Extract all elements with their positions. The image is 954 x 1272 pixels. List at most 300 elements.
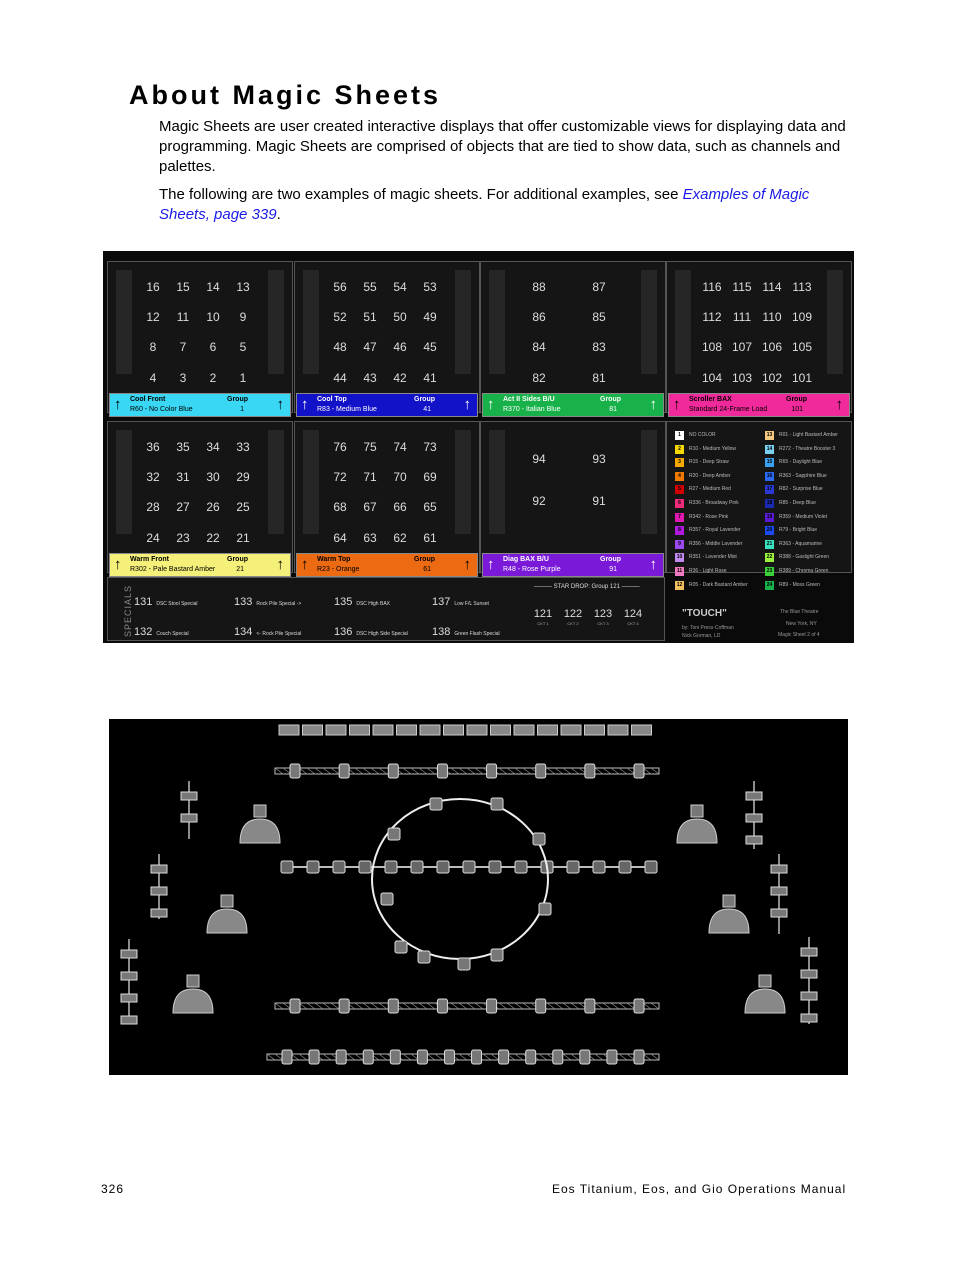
channel-number[interactable]: 15: [176, 280, 190, 294]
color-swatch: 6: [675, 499, 684, 508]
color-palette-item[interactable]: [765, 431, 838, 440]
channel-number[interactable]: 32: [146, 470, 160, 484]
channel-number[interactable]: 104: [701, 371, 723, 385]
shape-block: [641, 270, 657, 374]
color-palette-item[interactable]: [765, 540, 822, 549]
dimmer-box: [397, 725, 417, 735]
color-label: R342 - Rose Pink: [689, 513, 729, 520]
channel-number[interactable]: 12: [146, 310, 160, 324]
fixture-icon: [339, 999, 349, 1013]
quadrant-1: [107, 261, 293, 413]
channel-number[interactable]: 23: [176, 531, 190, 545]
channel-number[interactable]: 9: [239, 310, 247, 324]
channel-number[interactable]: 88: [532, 280, 546, 294]
color-swatch: 12: [676, 581, 683, 588]
channel-number[interactable]: 71: [363, 470, 377, 484]
color-swatch: 19: [766, 513, 773, 520]
dimmer-box: [608, 725, 628, 735]
truss-web: [547, 768, 555, 774]
channel-number[interactable]: 73: [423, 440, 437, 454]
channel-number[interactable]: 76: [333, 440, 347, 454]
channel-number[interactable]: 109: [791, 310, 813, 324]
star-drop-channel[interactable]: 121: [533, 608, 553, 620]
channel-number[interactable]: 111: [732, 310, 752, 324]
fixture-icon: [771, 909, 787, 917]
fixture-icon: [388, 828, 400, 840]
dimmer-box: [279, 725, 299, 735]
fixture-icon: [526, 1050, 536, 1064]
arrow-icon: ↑: [487, 396, 495, 413]
channel-number[interactable]: 30: [206, 470, 220, 484]
truss-web: [523, 768, 531, 774]
channel-number[interactable]: 21: [236, 531, 250, 545]
channel-number[interactable]: 5: [239, 340, 247, 354]
color-swatch: 8: [675, 526, 684, 535]
channel-number[interactable]: 112: [702, 310, 722, 324]
channel-number[interactable]: 87: [592, 280, 606, 294]
group-color: R370 - Italian Blue: [503, 406, 561, 413]
shape-block: [641, 430, 657, 534]
truss-web: [507, 1003, 515, 1009]
color-palette-item[interactable]: [765, 526, 817, 535]
channel-number[interactable]: 14: [206, 280, 220, 294]
intro-paragraph: Magic Sheets are user created interactive displays that offer customizable views for displaying data and programming. Magic Sheets are comprised of objects that are tied to show data, such as channels and palettes.: [159, 118, 846, 175]
dimmer-box: [514, 725, 534, 735]
truss-web: [355, 1003, 363, 1009]
fixture-icon: [634, 764, 644, 778]
truss-web: [611, 768, 619, 774]
truss-web: [299, 1054, 307, 1060]
color-label: R388 - Gaslight Green: [779, 554, 830, 561]
dimmer-box: [326, 725, 346, 735]
color-palette-item[interactable]: [765, 581, 820, 590]
fixture-icon: [515, 861, 527, 873]
channel-number[interactable]: 53: [423, 280, 437, 294]
special-item[interactable]: [234, 592, 301, 610]
truss-web: [515, 1054, 523, 1060]
color-palette-item[interactable]: [675, 472, 730, 481]
fixture-icon: [487, 764, 497, 778]
channel-number[interactable]: 26: [206, 500, 220, 514]
truss-web: [315, 768, 323, 774]
color-palette-item[interactable]: [675, 567, 727, 576]
color-palette-item[interactable]: [765, 445, 835, 454]
channel-number[interactable]: 61: [423, 531, 437, 545]
channel-number[interactable]: 72: [333, 470, 347, 484]
group-band[interactable]: [296, 553, 478, 577]
special-number: 138: [432, 626, 451, 638]
color-swatch: 7: [675, 513, 684, 522]
examples-paragraph: [159, 185, 859, 225]
channel-number[interactable]: 34: [206, 440, 220, 454]
page-heading: About Magic Sheets: [129, 80, 442, 110]
arrow-icon: ↑: [114, 396, 122, 413]
group-color: R48 - Rose Purple: [503, 566, 561, 573]
channel-number[interactable]: 64: [333, 531, 347, 545]
fixture-icon: [539, 903, 551, 915]
channel-number[interactable]: 50: [393, 310, 407, 324]
color-palette-item[interactable]: [675, 499, 739, 508]
color-palette-item[interactable]: [765, 485, 823, 494]
followspot-icon: [221, 895, 233, 907]
shape-block: [116, 430, 132, 534]
channel-number[interactable]: 42: [393, 371, 407, 385]
fixture-icon: [388, 764, 398, 778]
truss-web: [411, 1003, 419, 1009]
manual-title: Eos Titanium, Eos, and Gio Operations Manual: [552, 1182, 847, 1196]
channel-number[interactable]: 56: [333, 280, 347, 294]
magic-sheet-channels[interactable]: [103, 251, 854, 643]
channel-number[interactable]: 45: [423, 340, 437, 354]
color-palette-item[interactable]: [675, 513, 728, 522]
color-palette-item[interactable]: [765, 458, 822, 467]
channel-number[interactable]: 27: [176, 500, 190, 514]
truss-web: [379, 1003, 387, 1009]
fixture-icon: [499, 1050, 509, 1064]
channel-number[interactable]: 47: [363, 340, 377, 354]
fixture-icon: [418, 951, 430, 963]
channel-number[interactable]: 54: [393, 280, 407, 294]
channel-number[interactable]: 55: [363, 280, 377, 294]
channel-number[interactable]: 106: [761, 340, 783, 354]
special-item[interactable]: [334, 622, 408, 640]
truss-web: [491, 1054, 499, 1060]
color-label: R82 - Surprise Blue: [779, 486, 823, 493]
channel-number[interactable]: 41: [423, 371, 437, 385]
channel-number[interactable]: 44: [333, 371, 347, 385]
channel-number[interactable]: 85: [592, 310, 606, 324]
group-band[interactable]: [296, 393, 478, 417]
truss-web: [475, 1003, 483, 1009]
fixture-icon: [281, 861, 293, 873]
channel-number[interactable]: 115: [732, 280, 752, 294]
color-palette-item[interactable]: [765, 499, 816, 508]
truss-web: [595, 1054, 603, 1060]
truss-web: [275, 768, 283, 774]
arrow-icon: ↑: [673, 396, 681, 413]
followspot-icon: [254, 805, 266, 817]
group-band[interactable]: [482, 553, 664, 577]
channel-number[interactable]: 43: [363, 371, 377, 385]
group-name: Act II Sides B/U: [503, 396, 555, 403]
group-number: 61: [423, 566, 431, 573]
star-drop-circuit: CKT 1: [537, 621, 549, 626]
truss-web: [563, 1054, 571, 1060]
star-drop-title: ——— STAR DROP: Group 121 ———: [534, 584, 640, 590]
channel-number[interactable]: 110: [762, 310, 782, 324]
color-swatch: 3: [675, 458, 684, 467]
special-label: Rock Pile Special ->: [256, 601, 302, 607]
arrow-icon: ↑: [835, 396, 843, 413]
credit-text: The Blue Theatre: [780, 609, 819, 615]
channel-number[interactable]: 116: [702, 280, 722, 294]
channel-number[interactable]: 6: [209, 340, 217, 354]
star-drop-channel[interactable]: 123: [593, 608, 613, 620]
channel-number[interactable]: 91: [592, 494, 606, 508]
color-palette-item[interactable]: [675, 458, 729, 467]
fixture-icon: [151, 909, 167, 917]
channel-number[interactable]: 28: [146, 500, 160, 514]
fixture-icon: [121, 994, 137, 1002]
channel-number[interactable]: 25: [236, 500, 250, 514]
channel-number[interactable]: 29: [236, 470, 250, 484]
channel-number[interactable]: 48: [333, 340, 347, 354]
operator-icon: [709, 909, 749, 933]
color-label: R272 - Theatre Booster 3: [779, 445, 836, 452]
group-band[interactable]: [668, 393, 850, 417]
special-item[interactable]: [334, 592, 390, 610]
truss-web: [427, 1054, 435, 1060]
special-item[interactable]: [234, 622, 301, 640]
truss-web: [467, 768, 475, 774]
fixture-icon: [536, 999, 546, 1013]
star-drop-circuit: CKT 2: [567, 621, 579, 626]
special-item[interactable]: [432, 622, 500, 640]
channel-number[interactable]: 81: [592, 371, 606, 385]
examples-suffix: .: [276, 206, 281, 223]
color-swatch: 20: [766, 527, 773, 534]
channel-number[interactable]: 49: [423, 310, 437, 324]
color-palette-item[interactable]: [765, 513, 827, 522]
channel-number[interactable]: 83: [592, 340, 606, 354]
special-number: 134: [234, 626, 253, 638]
shape-block: [303, 270, 319, 374]
channel-number[interactable]: 102: [761, 371, 783, 385]
channel-number[interactable]: 68: [333, 500, 347, 514]
truss-web: [363, 1003, 371, 1009]
color-palette-item[interactable]: [675, 526, 740, 535]
fixture-icon: [395, 941, 407, 953]
channel-number[interactable]: 92: [532, 494, 546, 508]
color-label: R20 - Deep Amber: [689, 472, 731, 479]
channel-number[interactable]: 35: [176, 440, 190, 454]
channel-number[interactable]: 108: [701, 340, 723, 354]
channel-number[interactable]: 66: [393, 500, 407, 514]
channel-number[interactable]: 70: [393, 470, 407, 484]
group-band[interactable]: [109, 393, 291, 417]
group-band[interactable]: [109, 553, 291, 577]
channel-number[interactable]: 62: [393, 531, 407, 545]
group-color: R60 - No Color Blue: [130, 406, 193, 413]
channel-number[interactable]: 3: [179, 371, 187, 385]
special-item[interactable]: [134, 622, 189, 640]
channel-number[interactable]: 94: [532, 452, 546, 466]
group-label: Group: [786, 396, 807, 403]
shape-block: [489, 430, 505, 534]
truss-web: [555, 768, 563, 774]
fixture-icon: [771, 887, 787, 895]
truss-web: [595, 768, 603, 774]
fixture-icon: [458, 958, 470, 970]
color-palette-item[interactable]: [675, 445, 736, 454]
truss-web: [403, 1003, 411, 1009]
truss-web: [363, 768, 371, 774]
special-label: Green Flash Special: [454, 631, 500, 637]
group-name: Warm Front: [130, 556, 170, 563]
truss-web: [523, 1003, 531, 1009]
quadrant-5: [107, 421, 293, 573]
channel-number[interactable]: 93: [592, 452, 606, 466]
dimmer-box: [491, 725, 511, 735]
channel-number[interactable]: 10: [206, 310, 220, 324]
color-palette-item[interactable]: [675, 581, 748, 590]
channel-number[interactable]: 22: [206, 531, 220, 545]
truss-web: [355, 1054, 363, 1060]
examples-link[interactable]: Examples of Magic Sheets, page 339: [159, 186, 810, 223]
fixture-icon: [339, 764, 349, 778]
group-color: R302 - Pale Bastard Amber: [130, 566, 216, 573]
fixture-icon: [411, 861, 423, 873]
truss-web: [411, 768, 419, 774]
channel-number[interactable]: 63: [363, 531, 377, 545]
color-palette-panel: [666, 421, 852, 588]
special-item[interactable]: [432, 592, 489, 610]
operator-icon: [173, 989, 213, 1013]
quadrant-6: [294, 421, 480, 573]
fixture-icon: [585, 999, 595, 1013]
dimmer-box: [538, 725, 558, 735]
channel-number[interactable]: 4: [149, 371, 157, 385]
truss-web: [403, 768, 411, 774]
group-label: Group: [600, 396, 621, 403]
channel-number[interactable]: 2: [209, 371, 217, 385]
fixture-icon: [801, 992, 817, 1000]
arrow-icon: ↑: [276, 396, 284, 413]
channel-number[interactable]: 8: [149, 340, 157, 354]
fixture-icon: [746, 836, 762, 844]
truss-web: [459, 1003, 467, 1009]
dimmer-box: [303, 725, 323, 735]
special-label: DSC High Side Special: [356, 631, 408, 637]
group-band[interactable]: [482, 393, 664, 417]
arrow-icon: ↑: [649, 396, 657, 413]
color-label: R79 - Bright Blue: [779, 527, 818, 534]
truss-web: [315, 1003, 323, 1009]
channel-number[interactable]: 65: [423, 500, 437, 514]
truss-web: [451, 768, 459, 774]
fixture-icon: [417, 1050, 427, 1064]
channel-number[interactable]: 13: [236, 280, 250, 294]
group-color: Standard 24-Frame Load: [689, 406, 768, 413]
channel-number[interactable]: 11: [176, 310, 190, 324]
special-item[interactable]: [134, 592, 198, 610]
color-swatch: 15: [766, 459, 773, 466]
credit-text: by: Toni Press-Coffman: [682, 625, 734, 631]
special-number: 137: [432, 596, 451, 608]
specials-panel: [107, 577, 665, 641]
shape-block: [268, 270, 284, 374]
truss-web: [563, 768, 571, 774]
truss-web: [515, 768, 523, 774]
group-label: Group: [227, 396, 248, 403]
fixture-icon: [309, 1050, 319, 1064]
color-swatch: 13: [766, 432, 773, 438]
channel-number[interactable]: 36: [146, 440, 160, 454]
magic-sheet-stage-plot[interactable]: [109, 719, 848, 1075]
truss-web: [515, 1003, 523, 1009]
color-palette-item[interactable]: [765, 567, 828, 576]
fixture-icon: [746, 792, 762, 800]
color-palette-item[interactable]: [765, 472, 827, 481]
color-palette-item[interactable]: [675, 485, 731, 494]
truss-web: [499, 1003, 507, 1009]
group-name: Cool Front: [130, 396, 166, 403]
channel-number[interactable]: 31: [176, 470, 190, 484]
star-drop-channel[interactable]: 122: [563, 608, 583, 620]
quadrant-7: [480, 421, 666, 573]
color-palette-item[interactable]: [765, 553, 829, 562]
channel-number[interactable]: 86: [532, 310, 546, 324]
color-palette-item[interactable]: [675, 553, 737, 562]
channel-number[interactable]: 52: [333, 310, 347, 324]
channel-number[interactable]: 7: [179, 340, 187, 354]
shape-block: [455, 430, 471, 534]
fixture-icon: [388, 999, 398, 1013]
channel-number[interactable]: 1: [239, 371, 247, 385]
channel-number[interactable]: 107: [731, 340, 753, 354]
channel-number[interactable]: 33: [236, 440, 250, 454]
channel-number[interactable]: 51: [363, 310, 377, 324]
arrow-icon: ↑: [463, 396, 471, 413]
star-drop-channel[interactable]: 124: [623, 608, 643, 620]
truss-web: [267, 1054, 275, 1060]
channel-number[interactable]: 113: [792, 280, 812, 294]
color-label: R357 - Royal Lavender: [689, 527, 741, 534]
arrow-icon: ↑: [463, 556, 471, 573]
truss-web: [547, 1003, 555, 1009]
fixture-icon: [290, 999, 300, 1013]
group-number: 91: [609, 566, 617, 573]
color-swatch: 11: [676, 568, 683, 574]
color-label: R363 - Aquamarine: [779, 540, 823, 547]
special-label: Low F/L Sunset: [454, 601, 489, 607]
channel-number[interactable]: 46: [393, 340, 407, 354]
operator-icon: [207, 909, 247, 933]
fixture-icon: [567, 861, 579, 873]
color-swatch: 18: [766, 500, 773, 506]
quadrant-2: [294, 261, 480, 413]
fixture-icon: [437, 999, 447, 1013]
dimmer-box: [350, 725, 370, 735]
channel-number[interactable]: 103: [731, 371, 753, 385]
channel-number[interactable]: 69: [423, 470, 437, 484]
color-label: R351 - Lavender Mist: [689, 554, 737, 561]
dimmer-box: [585, 725, 605, 735]
channel-number[interactable]: 67: [363, 500, 377, 514]
truss-web: [323, 1054, 331, 1060]
channel-number[interactable]: 114: [762, 280, 782, 294]
channel-number[interactable]: 74: [393, 440, 407, 454]
channel-number[interactable]: 101: [791, 371, 813, 385]
operator-icon: [745, 989, 785, 1013]
truss-web: [323, 768, 331, 774]
channel-number[interactable]: 24: [146, 531, 160, 545]
fixture-icon: [463, 861, 475, 873]
channel-number[interactable]: 82: [532, 371, 546, 385]
channel-number[interactable]: 84: [532, 340, 546, 354]
truss-web: [507, 768, 515, 774]
color-swatch: 16: [766, 472, 773, 479]
color-swatch: 5: [675, 485, 684, 494]
color-palette-item[interactable]: [675, 431, 716, 440]
channel-number[interactable]: 105: [791, 340, 813, 354]
group-label: Group: [414, 556, 435, 563]
color-palette-item[interactable]: [675, 540, 742, 549]
color-swatch: 24: [766, 581, 773, 588]
truss-web: [371, 1003, 379, 1009]
channel-number[interactable]: 16: [146, 280, 160, 294]
channel-number[interactable]: 75: [363, 440, 377, 454]
